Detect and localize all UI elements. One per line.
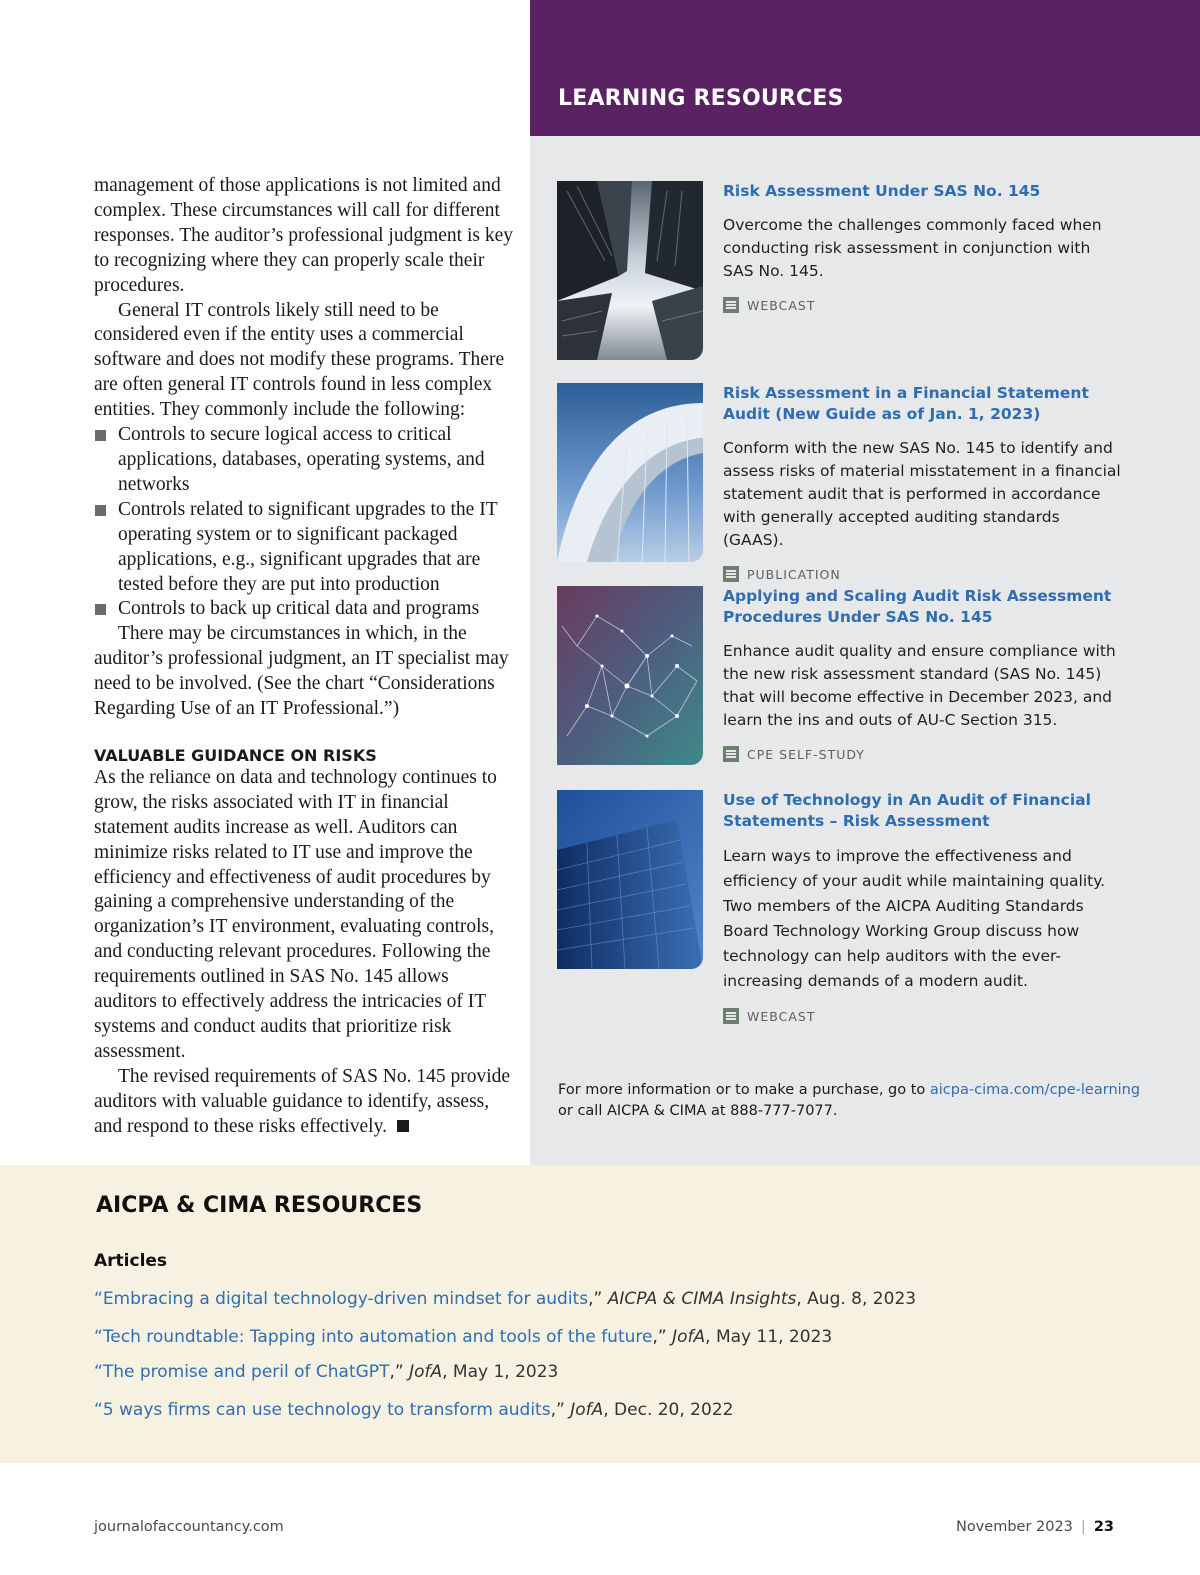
body-paragraph: General IT controls likely still need to be considered even if the entity uses a commercial software and does not modify these programs. There are often general IT controls found in less complex entities. They commonly include the following: [94, 299, 505, 421]
article-link[interactable]: Tech roundtable: Tapping into automation and tools of the future [102, 1327, 653, 1347]
page-number: 23 [1093, 1519, 1114, 1535]
list-item: Controls to back up critical data and programs [94, 597, 514, 622]
article-link[interactable]: 5 ways firms can use technology to transform audits [102, 1400, 551, 1420]
resource-description: Learn ways to improve the effectiveness and efficiency of your audit while maintaining quality. Two members of the AICPA Auditing Standards Board Technology Working Group discuss how technology can help auditors with the ever-increasing demands of a modern audit. [723, 847, 1106, 990]
article-link[interactable]: Embracing a digital technology-driven mindset for audits [102, 1289, 589, 1309]
article-item: “Tech roundtable: Tapping into automation and tools of the future,” JofA, May 11, 2023 [94, 1327, 833, 1347]
aicpa-resources-panel [0, 1165, 1200, 1463]
article-link[interactable]: The promise and peril of ChatGPT [102, 1362, 390, 1382]
footer-site: journalofaccountancy.com [94, 1519, 284, 1535]
resource-type-label: PUBLICATION [747, 566, 841, 582]
document-icon [723, 1008, 739, 1024]
article-item: “The promise and peril of ChatGPT,” JofA, May 1, 2023 [94, 1362, 559, 1382]
aicpa-resources-heading: AICPA & CIMA RESOURCES [96, 1193, 423, 1218]
list-item: Controls related to significant upgrades to the IT operating system or to significant packaged applications, e.g., significant upgrades that are tested before they are put into production [94, 498, 514, 598]
footer-issue: November 2023 [955, 1519, 1073, 1535]
article-body [94, 174, 514, 1140]
list-item: Controls to secure logical access to critical applications, databases, operating systems, and networks [94, 423, 514, 498]
section-subheading: VALUABLE GUIDANCE ON RISKS [94, 745, 377, 765]
resource-title-link[interactable]: Applying and Scaling Audit Risk Assessment Procedures Under SAS No. 145 [723, 587, 1112, 626]
arch-image [557, 383, 703, 562]
body-paragraph: management of those applications is not limited and complex. These circumstances will call for different responses. The auditor’s professional judgment is key to recognizing where they can properly scale their procedures. [94, 175, 514, 296]
square-bullet-icon [95, 430, 106, 441]
controls-list [94, 423, 514, 622]
resource-title-link[interactable]: Risk Assessment Under SAS No. 145 [723, 182, 1041, 200]
square-bullet-icon [95, 505, 106, 516]
resource-type-label: WEBCAST [747, 1008, 816, 1024]
document-icon [723, 746, 739, 762]
resource-type [723, 297, 1123, 313]
body-paragraph: The revised requirements of SAS No. 145 provide auditors with valuable guidance to identify, assess, and respond to these risks effectively. [94, 1065, 511, 1137]
resource-title-link[interactable]: Use of Technology in An Audit of Financial Statements – Risk Assessment [723, 791, 1091, 830]
network-image [557, 586, 703, 765]
article-item: “5 ways firms can use technology to transform audits,” JofA, Dec. 20, 2022 [94, 1400, 734, 1420]
learning-resources-banner [530, 0, 1200, 136]
learning-resources-heading: LEARNING RESOURCES [558, 86, 844, 111]
cpe-learning-link[interactable]: aicpa-cima.com/cpe-learning [929, 1082, 1141, 1098]
square-bullet-icon [95, 604, 106, 615]
articles-label: Articles [94, 1251, 168, 1271]
more-info-text: For more information or to make a purchase, go to aicpa-cima.com/cpe-learning or call AICPA & CIMA at 888-777-7077. [558, 1082, 1141, 1119]
resource-type [723, 1008, 1123, 1024]
resource-type [723, 746, 1123, 762]
resource-type-label: WEBCAST [747, 297, 816, 313]
resource-type [723, 566, 1123, 582]
body-paragraph: There may be circumstances in which, in the auditor’s professional judgment, an IT specialist may need to be involved. (See the chart “Considerations Regarding Use of an IT Professional.”) [94, 623, 509, 720]
document-icon [723, 297, 739, 313]
resource-title-link[interactable]: Risk Assessment in a Financial Statement Audit (New Guide as of Jan. 1, 2023) [723, 384, 1089, 423]
glass-building-image [557, 790, 703, 969]
resource-description: Overcome the challenges commonly faced when conducting risk assessment in conjunction with SAS No. 145. [723, 216, 1102, 280]
footer-page-info [956, 1519, 1114, 1535]
end-of-article-icon [397, 1120, 409, 1132]
resource-description: Enhance audit quality and ensure compliance with the new risk assessment standard (SAS No. 145) that will become effective in December 2023, and learn the ins and outs of AU-C Section 315. [723, 642, 1116, 729]
resource-type-label: CPE SELF-STUDY [747, 746, 865, 762]
body-paragraph: As the reliance on data and technology continues to grow, the risks associated with IT in financial statement audits increase as well. Auditors can minimize risks related to IT use and improve the efficiency and effectiveness of audit procedures by gaining a comprehensive understanding of the organization’s IT environment, evaluating controls, and conducting relevant procedures. Following the requirements outlined in SAS No. 145 allows auditors to effectively address the intricacies of IT systems and conduct audits that prioritize risk assessment. [94, 766, 497, 1062]
resource-description: Conform with the new SAS No. 145 to identify and assess risks of material misstatement in a financial statement audit that is performed in accordance with generally accepted auditing standards (GAAS). [723, 439, 1121, 549]
article-item: “Embracing a digital technology-driven mindset for audits,” AICPA & CIMA Insights, Aug. 8, 2023 [94, 1289, 917, 1309]
document-icon [723, 566, 739, 582]
footer-separator: | [1080, 1519, 1086, 1535]
skyscrapers-image [557, 181, 703, 360]
